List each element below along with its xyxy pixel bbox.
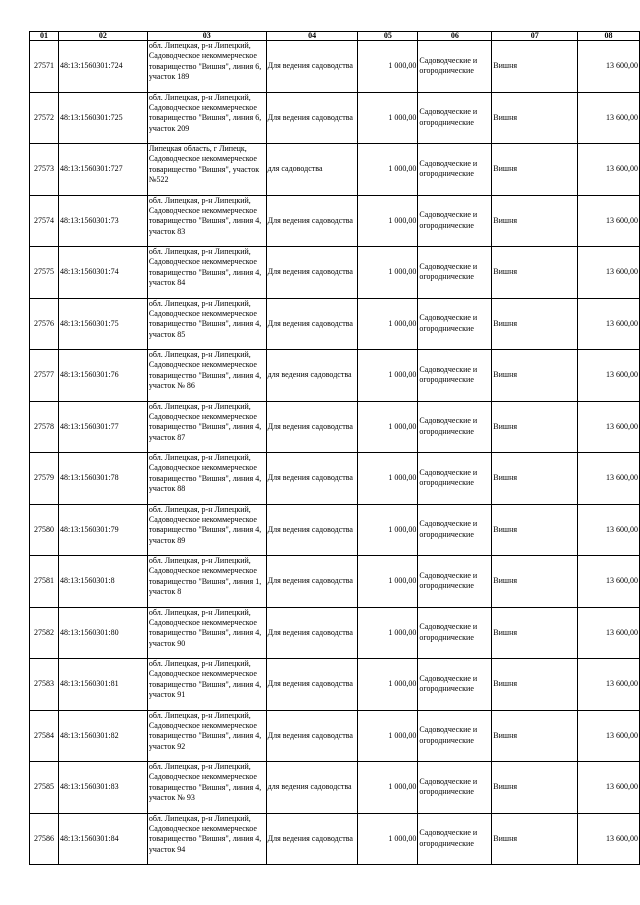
header-cell-03: 03 [147, 32, 266, 41]
partnership-name-cell: Вишня [492, 710, 578, 762]
address-text: обл. Липецкая, р-н Липецкий, Садоводческое некоммерческое товарищество "Вишня", линия 4, участок 88 [148, 453, 262, 494]
address-text: обл. Липецкая, р-н Липецкий, Садоводческое некоммерческое товарищество "Вишня", линия 4, участок 94 [148, 813, 262, 854]
address-cell [147, 144, 266, 196]
area-cell: 1 000,00 [358, 247, 418, 299]
table-row [30, 556, 640, 608]
table-row [30, 195, 640, 247]
area-cell: 1 000,00 [358, 556, 418, 608]
cadastral-number-cell: 48:13:1560301:80 [58, 607, 147, 659]
land-category-cell: Садоводческие и огороднические [418, 195, 492, 247]
permitted-use-cell: Для ведения садоводства [266, 41, 358, 93]
permitted-use-cell: Для ведения садоводства [266, 195, 358, 247]
permitted-use-cell: для садоводства [266, 144, 358, 196]
table-row [30, 504, 640, 556]
row-number-cell: 27574 [30, 195, 59, 247]
table-row [30, 41, 640, 93]
cadastral-value-cell: 13 600,00 [578, 453, 640, 505]
cadastral-value-cell: 13 600,00 [578, 144, 640, 196]
address-cell [147, 298, 266, 350]
address-text: Липецкая область, г Липецк, Садоводческое некоммерческое товарищество "Вишня", участок №522 [148, 144, 260, 185]
cadastral-value-cell: 13 600,00 [578, 41, 640, 93]
partnership-name-cell: Вишня [492, 247, 578, 299]
row-number-cell: 27586 [30, 813, 59, 865]
address-text: обл. Липецкая, р-н Липецкий, Садоводческое некоммерческое товарищество "Вишня", линия 4, участок № 93 [148, 762, 262, 803]
land-category-cell: Садоводческие и огороднические [418, 453, 492, 505]
cadastral-value-cell: 13 600,00 [578, 659, 640, 711]
address-text: обл. Липецкая, р-н Липецкий, Садоводческое некоммерческое товарищество "Вишня", линия 4, участок № 86 [148, 350, 262, 391]
address-cell [147, 659, 266, 711]
permitted-use-cell: Для ведения садоводства [266, 710, 358, 762]
address-cell [147, 350, 266, 402]
partnership-name-cell: Вишня [492, 298, 578, 350]
table-row [30, 298, 640, 350]
address-text: обл. Липецкая, р-н Липецкий, Садоводческое некоммерческое товарищество "Вишня", линия 4, участок 85 [148, 298, 262, 339]
cadastral-value-cell: 13 600,00 [578, 298, 640, 350]
address-text: обл. Липецкая, р-н Липецкий, Садоводческое некоммерческое товарищество "Вишня", линия 4, участок 87 [148, 401, 262, 442]
header-cell-04: 04 [266, 32, 358, 41]
cadastral-number-cell: 48:13:1560301:77 [58, 401, 147, 453]
header-cell-06: 06 [418, 32, 492, 41]
address-text: обл. Липецкая, р-н Липецкий, Садоводческое некоммерческое товарищество "Вишня", линия 4, участок 91 [148, 659, 262, 700]
table-row [30, 401, 640, 453]
area-cell: 1 000,00 [358, 710, 418, 762]
row-number-cell: 27582 [30, 607, 59, 659]
address-cell [147, 41, 266, 93]
permitted-use-cell: для ведения садоводства [266, 350, 358, 402]
cadastral-number-cell: 48:13:1560301:76 [58, 350, 147, 402]
row-number-cell: 27585 [30, 762, 59, 814]
cadastral-value-cell: 13 600,00 [578, 607, 640, 659]
partnership-name-cell: Вишня [492, 41, 578, 93]
permitted-use-cell: Для ведения садоводства [266, 298, 358, 350]
land-plots-table [29, 31, 640, 865]
address-text: обл. Липецкая, р-н Липецкий, Садоводческое некоммерческое товарищество "Вишня", линия 6, участок 189 [148, 41, 262, 82]
permitted-use-cell: Для ведения садоводства [266, 247, 358, 299]
land-category-cell: Садоводческие и огороднические [418, 762, 492, 814]
cadastral-value-cell: 13 600,00 [578, 813, 640, 865]
table-row [30, 813, 640, 865]
address-cell [147, 401, 266, 453]
table-row [30, 92, 640, 144]
address-cell [147, 813, 266, 865]
address-cell [147, 195, 266, 247]
land-category-cell: Садоводческие и огороднические [418, 556, 492, 608]
cadastral-value-cell: 13 600,00 [578, 247, 640, 299]
row-number-cell: 27581 [30, 556, 59, 608]
area-cell: 1 000,00 [358, 144, 418, 196]
cadastral-value-cell: 13 600,00 [578, 195, 640, 247]
area-cell: 1 000,00 [358, 762, 418, 814]
cadastral-number-cell: 48:13:1560301:73 [58, 195, 147, 247]
address-text: обл. Липецкая, р-н Липецкий, Садоводческое некоммерческое товарищество "Вишня", линия 4, участок 83 [148, 195, 262, 236]
permitted-use-cell: Для ведения садоводства [266, 556, 358, 608]
table-row [30, 710, 640, 762]
land-category-cell: Садоводческие и огороднические [418, 298, 492, 350]
header-row [30, 32, 640, 41]
row-number-cell: 27576 [30, 298, 59, 350]
row-number-cell: 27579 [30, 453, 59, 505]
cadastral-value-cell: 13 600,00 [578, 92, 640, 144]
land-category-cell: Садоводческие и огороднические [418, 504, 492, 556]
partnership-name-cell: Вишня [492, 350, 578, 402]
partnership-name-cell: Вишня [492, 144, 578, 196]
cadastral-value-cell: 13 600,00 [578, 401, 640, 453]
header-cell-05: 05 [358, 32, 418, 41]
partnership-name-cell: Вишня [492, 813, 578, 865]
partnership-name-cell: Вишня [492, 504, 578, 556]
permitted-use-cell: Для ведения садоводства [266, 813, 358, 865]
partnership-name-cell: Вишня [492, 401, 578, 453]
table-row [30, 607, 640, 659]
permitted-use-cell: Для ведения садоводства [266, 607, 358, 659]
partnership-name-cell: Вишня [492, 659, 578, 711]
area-cell: 1 000,00 [358, 401, 418, 453]
table-row [30, 659, 640, 711]
area-cell: 1 000,00 [358, 813, 418, 865]
area-cell: 1 000,00 [358, 607, 418, 659]
table-row [30, 247, 640, 299]
cadastral-number-cell: 48:13:1560301:83 [58, 762, 147, 814]
cadastral-number-cell: 48:13:1560301:79 [58, 504, 147, 556]
area-cell: 1 000,00 [358, 41, 418, 93]
address-cell [147, 607, 266, 659]
land-category-cell: Садоводческие и огороднические [418, 144, 492, 196]
address-text: обл. Липецкая, р-н Липецкий, Садоводческое некоммерческое товарищество "Вишня", линия 4, участок 89 [148, 504, 262, 545]
row-number-cell: 27584 [30, 710, 59, 762]
cadastral-value-cell: 13 600,00 [578, 762, 640, 814]
address-text: обл. Липецкая, р-н Липецкий, Садоводческое некоммерческое товарищество "Вишня", линия 4, участок 92 [148, 710, 262, 751]
address-cell [147, 762, 266, 814]
area-cell: 1 000,00 [358, 298, 418, 350]
cadastral-number-cell: 48:13:1560301:75 [58, 298, 147, 350]
table-row [30, 144, 640, 196]
partnership-name-cell: Вишня [492, 453, 578, 505]
address-cell [147, 504, 266, 556]
permitted-use-cell: Для ведения садоводства [266, 453, 358, 505]
area-cell: 1 000,00 [358, 453, 418, 505]
cadastral-value-cell: 13 600,00 [578, 710, 640, 762]
cadastral-number-cell: 48:13:1560301:78 [58, 453, 147, 505]
address-text: обл. Липецкая, р-н Липецкий, Садоводческое некоммерческое товарищество "Вишня", линия 1, участок 8 [148, 556, 262, 597]
table-row [30, 453, 640, 505]
table-row [30, 762, 640, 814]
address-text: обл. Липецкая, р-н Липецкий, Садоводческое некоммерческое товарищество "Вишня", линия 4, участок 84 [148, 247, 262, 288]
permitted-use-cell: Для ведения садоводства [266, 401, 358, 453]
land-category-cell: Садоводческие и огороднические [418, 607, 492, 659]
table-body [30, 41, 640, 865]
area-cell: 1 000,00 [358, 659, 418, 711]
permitted-use-cell: Для ведения садоводства [266, 659, 358, 711]
land-category-cell: Садоводческие и огороднические [418, 813, 492, 865]
land-category-cell: Садоводческие и огороднические [418, 92, 492, 144]
cadastral-value-cell: 13 600,00 [578, 350, 640, 402]
row-number-cell: 27575 [30, 247, 59, 299]
partnership-name-cell: Вишня [492, 556, 578, 608]
row-number-cell: 27571 [30, 41, 59, 93]
header-cell-08: 08 [578, 32, 640, 41]
permitted-use-cell: Для ведения садоводства [266, 504, 358, 556]
address-cell [147, 453, 266, 505]
land-category-cell: Садоводческие и огороднические [418, 710, 492, 762]
header-cell-01: 01 [30, 32, 59, 41]
cadastral-value-cell: 13 600,00 [578, 556, 640, 608]
cadastral-number-cell: 48:13:1560301:8 [58, 556, 147, 608]
address-cell [147, 556, 266, 608]
header-cell-07: 07 [492, 32, 578, 41]
table-row [30, 350, 640, 402]
area-cell: 1 000,00 [358, 92, 418, 144]
partnership-name-cell: Вишня [492, 762, 578, 814]
row-number-cell: 27583 [30, 659, 59, 711]
row-number-cell: 27577 [30, 350, 59, 402]
row-number-cell: 27580 [30, 504, 59, 556]
partnership-name-cell: Вишня [492, 195, 578, 247]
land-category-cell: Садоводческие и огороднические [418, 350, 492, 402]
partnership-name-cell: Вишня [492, 92, 578, 144]
area-cell: 1 000,00 [358, 195, 418, 247]
row-number-cell: 27573 [30, 144, 59, 196]
row-number-cell: 27578 [30, 401, 59, 453]
land-category-cell: Садоводческие и огороднические [418, 41, 492, 93]
cadastral-number-cell: 48:13:1560301:725 [58, 92, 147, 144]
partnership-name-cell: Вишня [492, 607, 578, 659]
cadastral-number-cell: 48:13:1560301:727 [58, 144, 147, 196]
row-number-cell: 27572 [30, 92, 59, 144]
address-cell [147, 247, 266, 299]
cadastral-number-cell: 48:13:1560301:81 [58, 659, 147, 711]
cadastral-number-cell: 48:13:1560301:724 [58, 41, 147, 93]
address-cell [147, 710, 266, 762]
permitted-use-cell: для ведения садоводства [266, 762, 358, 814]
header-cell-02: 02 [58, 32, 147, 41]
area-cell: 1 000,00 [358, 350, 418, 402]
permitted-use-cell: Для ведения садоводства [266, 92, 358, 144]
cadastral-value-cell: 13 600,00 [578, 504, 640, 556]
cadastral-number-cell: 48:13:1560301:82 [58, 710, 147, 762]
cadastral-number-cell: 48:13:1560301:84 [58, 813, 147, 865]
land-category-cell: Садоводческие и огороднические [418, 659, 492, 711]
area-cell: 1 000,00 [358, 504, 418, 556]
address-cell [147, 92, 266, 144]
address-text: обл. Липецкая, р-н Липецкий, Садоводческое некоммерческое товарищество "Вишня", линия 6, участок 209 [148, 92, 262, 133]
land-category-cell: Садоводческие и огороднические [418, 401, 492, 453]
cadastral-number-cell: 48:13:1560301:74 [58, 247, 147, 299]
land-category-cell: Садоводческие и огороднические [418, 247, 492, 299]
address-text: обл. Липецкая, р-н Липецкий, Садоводческое некоммерческое товарищество "Вишня", линия 4, участок 90 [148, 607, 262, 648]
